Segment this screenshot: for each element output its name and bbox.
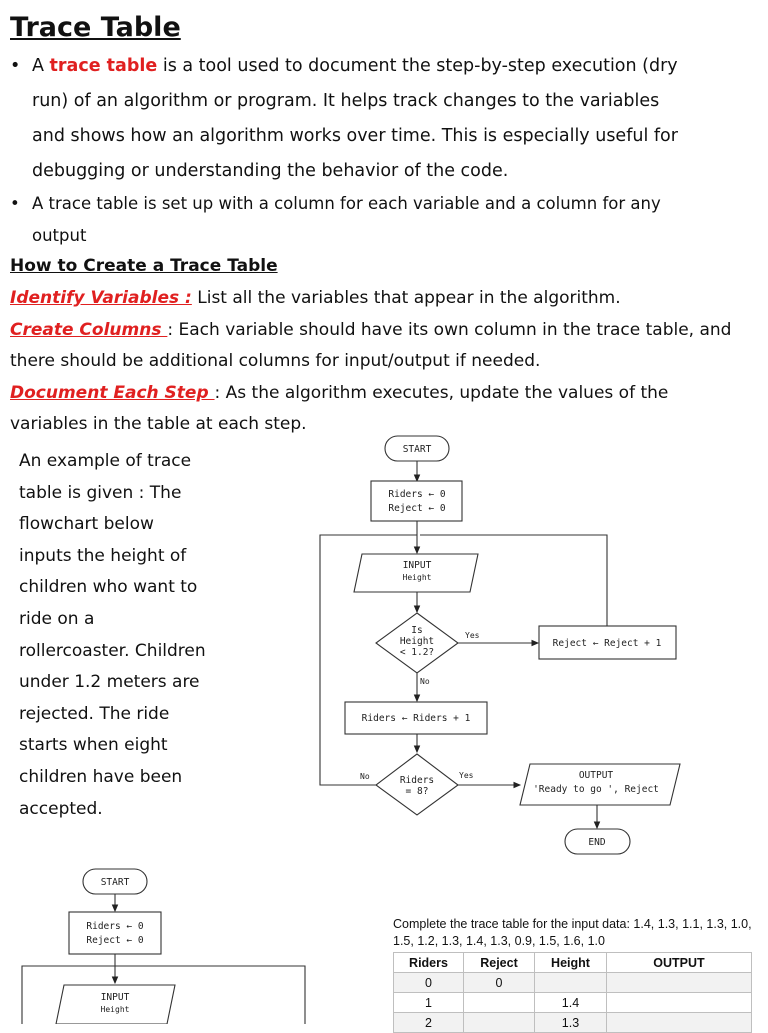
output-text: 'Ready to go ', Reject	[533, 784, 659, 795]
bullet-line: run) of an algorithm or program. It helps track changes to the variables	[32, 91, 660, 111]
step-create-columns: Create Columns : Each variable should have its own column in the trace table, and	[10, 320, 732, 340]
cell-riders: 1	[394, 993, 464, 1013]
example-line: accepted.	[19, 798, 103, 819]
end-label: END	[588, 837, 606, 848]
init-riders-label: Riders ← 0	[388, 489, 446, 500]
example-line: rollercoaster. Children	[19, 640, 206, 661]
start-label-2: START	[100, 877, 130, 888]
no-label: No	[360, 772, 370, 781]
trace-table	[393, 952, 752, 1033]
step-document-cont: variables in the table at each step.	[10, 414, 307, 434]
init-riders-label-2: Riders ← 0	[86, 921, 144, 932]
example-line: children who want to	[19, 577, 198, 598]
init-reject-label: Reject ← 0	[388, 503, 446, 514]
cell-output	[607, 993, 752, 1013]
trace-table-term: trace table	[49, 56, 158, 76]
example-line: An example of trace	[19, 451, 192, 471]
decision1-label: Is	[411, 625, 423, 636]
cell-output	[607, 1013, 752, 1033]
example-line: rejected. The ride	[19, 703, 170, 724]
bullet-line: A trace table is set up with a column for each variable and a column for any	[32, 194, 661, 213]
yes-label: Yes	[459, 771, 474, 780]
example-line: starts when eight	[19, 735, 168, 756]
cell-riders: 0	[394, 973, 464, 993]
col-height: Height	[535, 953, 607, 973]
input-height-label-2: Height	[100, 1005, 130, 1014]
example-line: table is given : The	[19, 482, 182, 503]
example-line: children have been	[19, 766, 183, 787]
riders-increment-label: Riders ← Riders + 1	[361, 713, 471, 724]
step-identify-variables: Identify Variables : List all the variables that appear in the algorithm.	[10, 288, 621, 308]
cell-height: 1.4	[535, 993, 607, 1013]
output-label: OUTPUT	[578, 770, 614, 781]
cell-riders: 2	[394, 1013, 464, 1033]
reject-increment-label: Reject ← Reject + 1	[552, 638, 662, 649]
decision1-label: Height	[399, 636, 435, 647]
input-label: INPUT	[402, 560, 432, 571]
example-line: under 1.2 meters are	[19, 672, 200, 693]
cell-reject	[464, 993, 535, 1013]
example-line: inputs the height of	[19, 545, 187, 566]
col-riders: Riders	[394, 953, 464, 973]
exercise-caption: Complete the trace table for the input data: 1.4, 1.3, 1.1, 1.3, 1.0, 1.5, 1.2, 1.3, 1.4, 1.3, 0.9, 1.5, 1.6, 1.0	[393, 917, 752, 948]
bullet-icon: •	[10, 56, 21, 76]
start-label: START	[402, 444, 432, 455]
init-process-2	[69, 912, 161, 954]
cell-output	[607, 973, 752, 993]
section-heading: How to Create a Trace Table	[10, 256, 278, 276]
yes-label: Yes	[465, 631, 480, 640]
table-header-row	[394, 953, 752, 973]
page-title: Trace Table	[10, 12, 181, 43]
no-label: No	[420, 677, 430, 686]
input-label-2: INPUT	[100, 992, 130, 1003]
decision2-label: = 8?	[405, 786, 429, 797]
bullet-icon: •	[10, 194, 20, 213]
example-line: ride on a	[19, 608, 95, 629]
cell-reject	[464, 1013, 535, 1033]
bullet-line: output	[32, 226, 87, 245]
cell-height	[535, 973, 607, 993]
bullet-line: A trace table is a tool used to document the step-by-step execution (dry	[32, 56, 678, 76]
init-process	[371, 481, 462, 521]
bullet-line: and shows how an algorithm works over time. This is especially useful for	[32, 126, 678, 146]
init-reject-label-2: Reject ← 0	[86, 935, 144, 946]
cell-height: 1.3	[535, 1013, 607, 1033]
table-row	[394, 993, 752, 1013]
bullet-line: debugging or understanding the behavior of the code.	[32, 161, 509, 181]
decision2-label: Riders	[399, 775, 435, 786]
example-line: flowchart below	[19, 514, 154, 535]
step-create-columns-cont: there should be additional columns for input/output if needed.	[10, 351, 541, 371]
step-document-each-step: Document Each Step : As the algorithm executes, update the values of the	[10, 383, 669, 403]
decision1-label: < 1.2?	[399, 647, 435, 658]
table-row	[394, 1013, 752, 1033]
col-output: OUTPUT	[607, 953, 752, 973]
input-height-label: Height	[402, 573, 432, 582]
col-reject: Reject	[464, 953, 535, 973]
cell-reject: 0	[464, 973, 535, 993]
table-row	[394, 973, 752, 993]
